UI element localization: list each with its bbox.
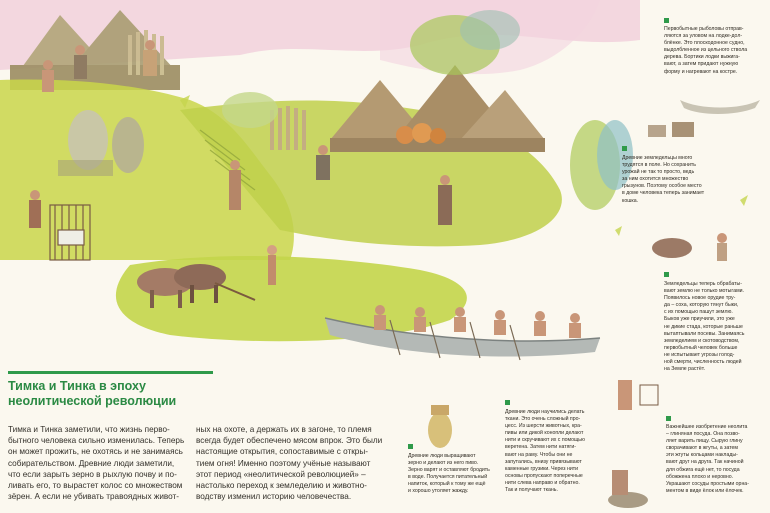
article-title-block — [8, 371, 213, 409]
caption-line: на Земле растёт. — [664, 366, 705, 373]
text-line: всегда будет обеспечено мясом впрок. Это были — [196, 436, 383, 446]
caption-line: Древние земледельцы много — [622, 155, 693, 161]
caption-line: кошка. — [622, 197, 639, 204]
caption-line: дерева. Бортики лодки выжига- — [664, 54, 740, 61]
caption-line: вытаптывали посевы. Занимаясь — [664, 330, 745, 337]
article-title-line: Тимка и Тинка в эпоху — [8, 379, 146, 393]
caption-line: запутались, внизу привязывают — [505, 458, 582, 465]
caption-line: Так и получают ткань. — [505, 487, 558, 494]
caption-line: нити слева направо и обратно. — [505, 479, 580, 486]
caption-line: с их помощью пашут землю. — [664, 309, 733, 316]
caption-line: Древние люди выращивают — [408, 453, 476, 459]
main-text-col2 — [196, 424, 382, 502]
caption-line: Появилось новое орудие тру- — [664, 295, 736, 302]
caption-line: и хорошо утоляет жажду. — [408, 488, 469, 495]
text-line: настоящие открытия, сопоставимые с откры- — [196, 447, 368, 457]
text-line: водству изменил историю человечества. — [196, 492, 352, 502]
caption-line: нити и скручивают их с помощью — [505, 437, 585, 444]
text-line: ных на охоте, а держать их в загоне, то племя — [196, 425, 372, 434]
caption-line: эти жгуты кольцами наклады- — [666, 452, 738, 459]
caption-line: ткани. Это очень сложный про- — [505, 416, 581, 423]
main-text-col1 — [8, 424, 184, 502]
caption-marker — [664, 272, 669, 277]
caption-line: в доме человека теперь занимает — [622, 190, 705, 197]
article-title — [8, 379, 213, 409]
caption-line: ляет варить пищу. Сырую глину — [666, 438, 743, 445]
text-line: настолько переход к земледелию и животно- — [196, 481, 367, 491]
caption-line: Украшают сосуды простыми орна- — [666, 480, 749, 487]
caption-line: ментом в виде ёлок или ёлочек. — [666, 487, 744, 494]
caption-line: для обжига ещё нет, то посуда — [666, 466, 740, 473]
caption-marker — [666, 416, 671, 421]
caption-marker — [664, 18, 669, 23]
text-line: Тимка и Тинка заметили, что жизнь перво- — [8, 425, 170, 434]
caption-line: Важнейшее изобретение неолита — [666, 424, 748, 430]
text-line: бытного человека сильно изменилась. Теперь — [8, 436, 185, 446]
caption-line: земледелием и скотоводством, — [664, 337, 740, 344]
caption-line: вают землю не только мотыгами. — [664, 288, 744, 295]
caption-line: обожжена плохо и неровно. — [666, 473, 734, 480]
caption-farmers — [622, 155, 704, 205]
text-line: зёрен. А если не убивать травоядных живот- — [8, 492, 180, 502]
caption-line: трудятся в поле. Но сохранить — [622, 162, 696, 169]
text-line: ливать его, то вырастет колос со множеством — [8, 481, 183, 491]
caption-line: Быков уже приучили, это уже — [664, 316, 735, 323]
caption-line: вают, а затем придают нужную — [664, 61, 739, 68]
caption-line: зерно и делают из него пиво. — [408, 460, 479, 467]
caption-line: грызунов. Поэтому особое место — [622, 183, 702, 190]
article-title-line: неолитической революции — [8, 394, 177, 408]
caption-line: цесс. Из шерсти животных, кра- — [505, 423, 582, 430]
caption-line: сворачивают в жгуты, а затем — [666, 445, 738, 452]
caption-line: веретена. Затем нити натяги- — [505, 444, 576, 451]
caption-beer — [408, 453, 490, 496]
caption-line: каменные грузики. Через нити — [505, 465, 578, 472]
text-line: этот период «неолитической революцией» – — [196, 469, 366, 479]
caption-line: урожай не так то просто, ведь — [622, 169, 695, 176]
caption-line: Зерно варят и оставляют бродить — [408, 467, 490, 474]
caption-line: Земледельцы теперь обрабаты- — [664, 281, 742, 287]
caption-marker — [408, 444, 413, 449]
caption-line: не испытывает угрозы голод- — [664, 351, 735, 358]
caption-line: основы пропускают поперечные — [505, 472, 583, 479]
caption-line: – глиняная посуда. Она позво- — [666, 431, 740, 438]
caption-pottery — [666, 424, 749, 495]
caption-line: вают на раму. Чтобы они не — [505, 451, 573, 458]
caption-marker — [505, 400, 510, 405]
caption-line: не дикие стада, которые раньше — [664, 323, 743, 330]
caption-line: вают друг на друга. Так начиной — [666, 459, 744, 466]
caption-line: ляются за уловом на лодке-дол- — [664, 33, 743, 40]
caption-line: пивы или дикой конопли делают — [505, 430, 584, 437]
caption-weaving — [505, 409, 585, 494]
caption-line: напиток, который к тому же ещё — [408, 481, 486, 488]
text-line: он может прожить, не охотясь и не занимаясь — [8, 447, 183, 457]
caption-line: форму и нагревают на костре. — [664, 68, 738, 75]
caption-line: да – соха, которую тянут быки, — [664, 302, 739, 309]
caption-line: ной смерти, численность людей — [664, 359, 742, 366]
caption-plough — [664, 281, 744, 373]
caption-line: выдолбленное из цельного ствола — [664, 47, 748, 54]
caption-marker — [622, 146, 627, 151]
text-line: тием огня! Именно поэтому учёные называют — [196, 458, 371, 468]
text-line: собирательством. Древние люди заметили, — [8, 458, 175, 468]
caption-line: первобытный человек больше — [664, 344, 738, 351]
caption-line: за ним охотится множество — [622, 176, 689, 183]
caption-line: Древние люди научились делать — [505, 409, 585, 415]
caption-boat — [664, 26, 747, 76]
text-line: что если зарыть зерно в рыхлую почву и по- — [8, 469, 177, 479]
caption-line: в воде. Получается питательный — [408, 474, 488, 481]
caption-line: блёнке. Это плоскодонное судно, — [664, 40, 745, 47]
caption-line: Первобытные рыболовы отправ- — [664, 26, 744, 32]
beer-pot — [428, 405, 452, 448]
